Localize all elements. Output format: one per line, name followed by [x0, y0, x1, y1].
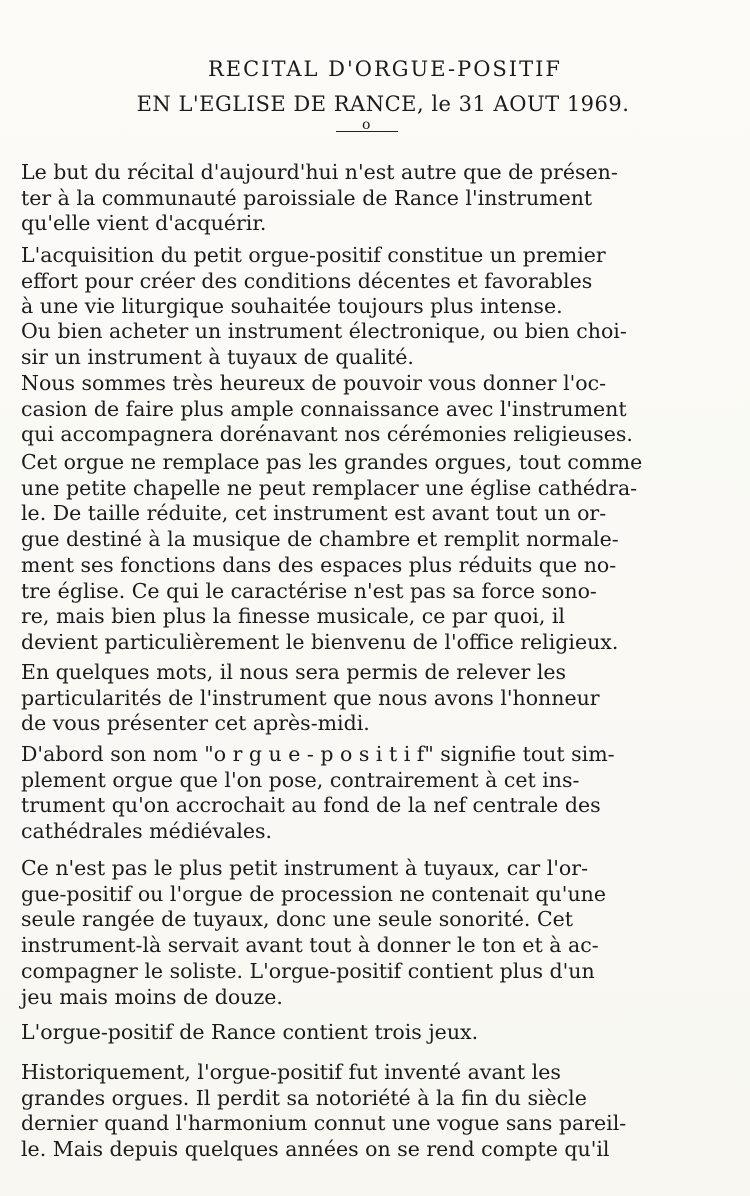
paragraph-acquisition: L'acquisition du petit orgue-positif constitue un premier effort pour créer des conditions décentes et favorables à une vie liturgique souhaitée toujours plus intense. [21, 243, 606, 319]
paragraph-description: Cet orgue ne remplace pas les grandes orgues, tout comme une petite chapelle ne peut remplacer une église cathédra- le. De taille réduite, cet instrument est avant tout un or- gue destiné à la musique de chambre et remplit normale- ment ses fonctions dans des espaces plus réduits que no- tre église. Ce qui le caractérise n'est pas sa force sono- re, mais bien plus la finesse musicale, ce par quoi, il devient particulièrement le bienvenu de l'office religieux. [21, 450, 643, 654]
separator-mark: o [362, 117, 371, 133]
paragraph-size: Ce n'est pas le plus petit instrument à tuyaux, car l'or- gue-positif ou l'orgue de procession ne contenait qu'une seule rangée de tuyaux, donc une seule sonorité. Cet instrument-là servait avant tout à donner le ton et à ac- compagner le soliste. L'orgue-positif contient plus d'un jeu mais moins de douze. [21, 856, 606, 1009]
title-separator [336, 117, 398, 134]
paragraph-history: Historiquement, l'orgue-positif fut inventé avant les grandes orgues. Il perdit sa notoriété à la fin du siècle dernier quand l'harmonium connut une vogue sans pareil- le. Mais depuis quelques années on se rend compte qu'il [21, 1060, 627, 1162]
paragraph-occasion: Nous sommes très heureux de pouvoir vous donner l'oc- casion de faire plus ample connaissance avec l'instrument qui accompagnera dorénavant nos cérémonies religieuses. [21, 371, 633, 447]
paragraph-stops: L'orgue-positif de Rance contient trois jeux. [21, 1020, 479, 1044]
paragraph-choice: Ou bien acheter un instrument électronique, ou bien choi- sir un instrument à tuyaux de qualité. [21, 319, 627, 369]
document-title-line-2: EN L'EGLISE DE RANCE, le 31 AOUT 1969. [136, 92, 630, 116]
document-title-line-1: RECITAL D'ORGUE-POSITIF [208, 57, 562, 81]
paragraph-particularities: En quelques mots, il nous sera permis de relever les particularités de l'instrument que nous avons l'honneur de vous présenter cet après-midi. [21, 660, 600, 736]
paragraph-name: D'abord son nom "o r g u e - p o s i t i f" signifie tout sim- plement orgue que l'on pose, contrairement à cet ins- trument qu'on accrochait au fond de la nef centrale des cathédrales médiévales. [21, 742, 615, 844]
paragraph-purpose: Le but du récital d'aujourd'hui n'est autre que de présen- ter à la communauté paroissiale de Rance l'instrument qu'elle vient d'acquérir. [21, 160, 618, 236]
